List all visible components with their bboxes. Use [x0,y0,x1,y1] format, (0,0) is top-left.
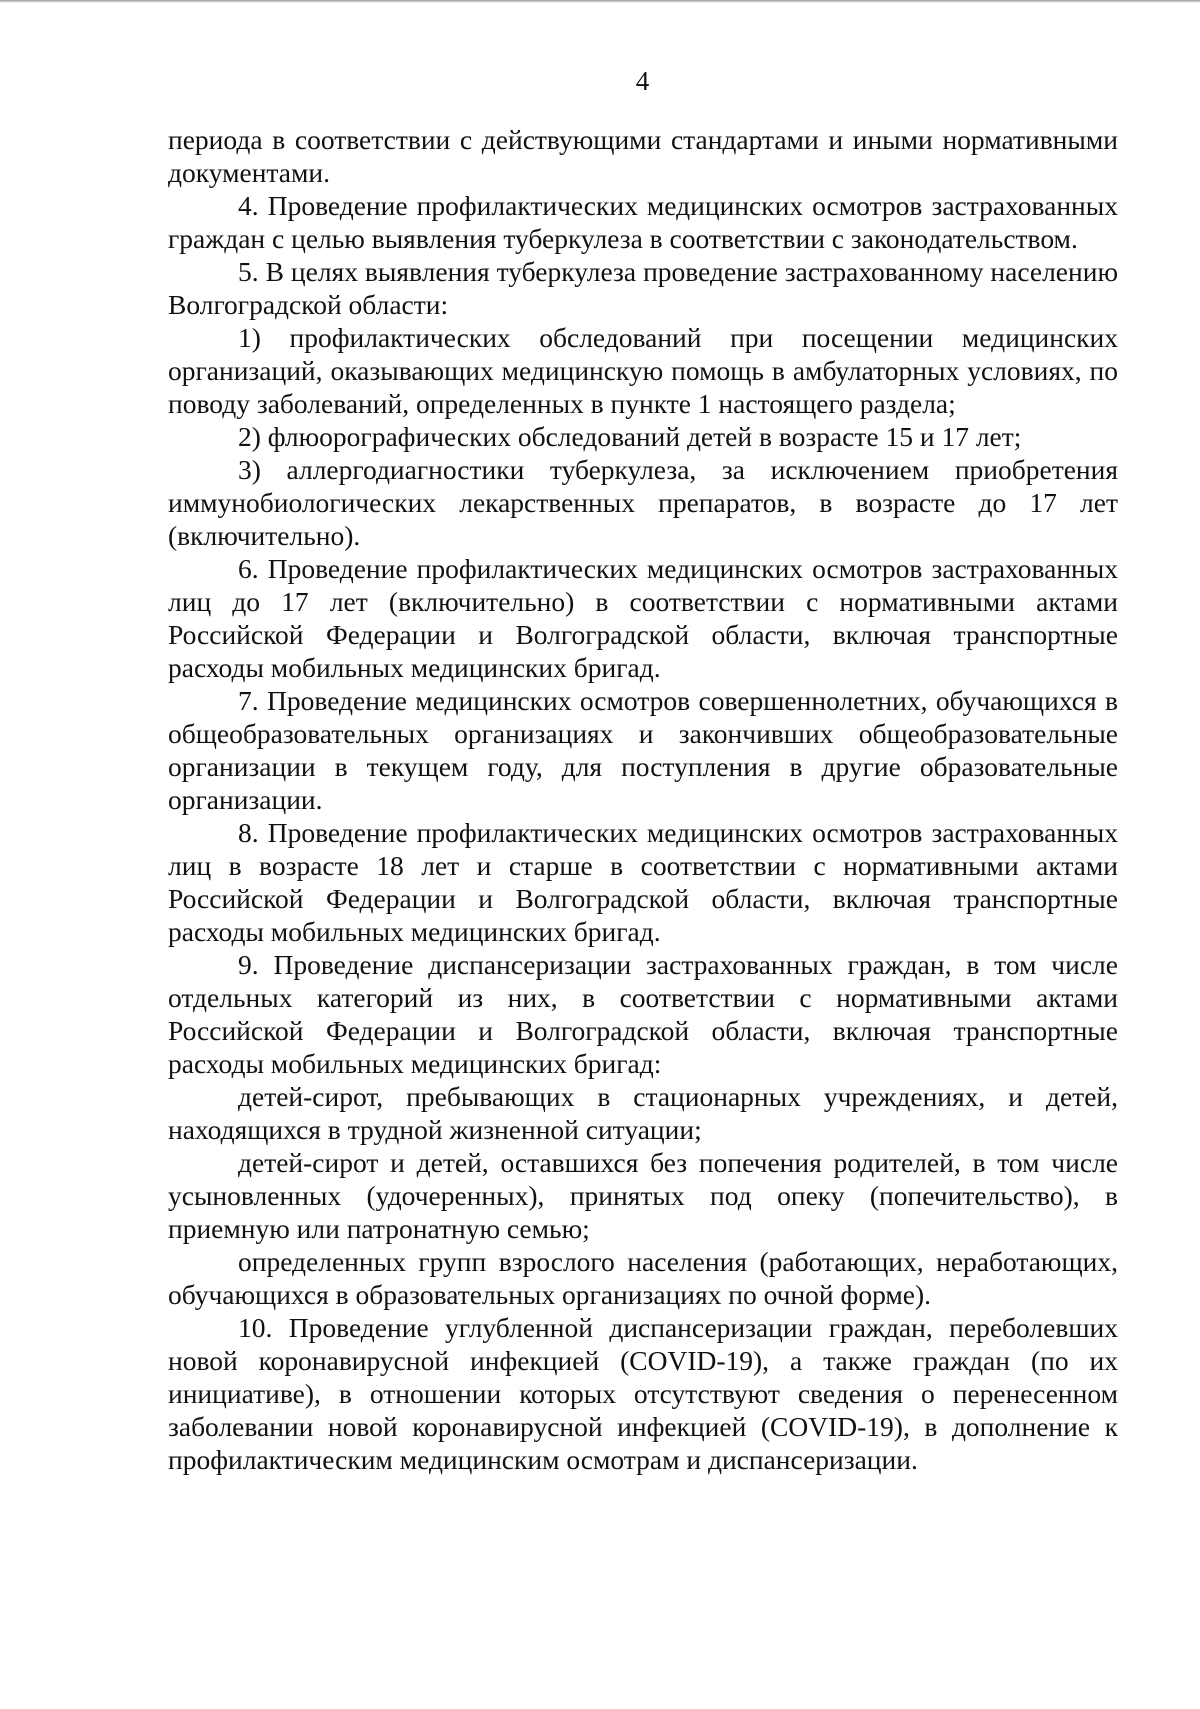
paragraph: 7. Проведение медицинских осмотров совершеннолетних, обучающихся в общеобразовательных организациях и закончивших общеобразовательные организации в текущем году, для поступления в другие образовательные организации. [168,685,1118,815]
paragraph: 2) флюорографических обследований детей в возрасте 15 и 17 лет; [238,421,1022,452]
paragraph: периода в соответствии с действующими стандартами и иными нормативными документами. [168,124,1118,188]
scan-top-edge [0,0,1200,3]
paragraph: определенных групп взрослого населения (работающих, неработающих, обучающихся в образовательных организациях по очной форме). [168,1246,1118,1310]
paragraph: 3) аллергодиагностики туберкулеза, за исключением приобретения иммунобиологических лекарственных препаратов, в возрасте до 17 лет (включительно). [168,454,1118,551]
page-number: 4 [635,66,650,96]
body-text [168,123,1118,1476]
paragraph: 5. В целях выявления туберкулеза проведение застрахованному населению Волгоградской области: [168,256,1118,320]
paragraph: 10. Проведение углубленной диспансеризации граждан, переболевших новой коронавирусной инфекцией (COVID-19), а также граждан (по их инициативе), в отношении которых отсутствуют сведения о перенесенном заболевании новой коронавирусной инфекцией (COVID-19), в дополнение к профилактическим медицинским осмотрам и диспансеризации. [168,1312,1118,1475]
paragraph: детей-сирот и детей, оставшихся без попечения родителей, в том числе усыновленных (удочеренных), принятых под опеку (попечительство), в приемную или патронатную семью; [168,1147,1118,1244]
paragraph: 4. Проведение профилактических медицинских осмотров застрахованных граждан с целью выявления туберкулеза в соответствии с законодательством. [168,190,1118,254]
paragraph: 6. Проведение профилактических медицинских осмотров застрахованных лиц до 17 лет (включительно) в соответствии с нормативными актами Российской Федерации и Волгоградской области, включая транспортные расходы мобильных медицинских бригад. [168,553,1118,683]
paragraph: 1) профилактических обследований при посещении медицинских организаций, оказывающих медицинскую помощь в амбулаторных условиях, по поводу заболеваний, определенных в пункте 1 настоящего раздела; [168,322,1118,419]
paragraph: детей-сирот, пребывающих в стационарных учреждениях, и детей, находящихся в трудной жизненной ситуации; [168,1081,1118,1145]
paragraph: 9. Проведение диспансеризации застрахованных граждан, в том числе отдельных категорий из них, в соответствии с нормативными актами Российской Федерации и Волгоградской области, включая транспортные расходы мобильных медицинских бригад: [168,949,1118,1079]
paragraph: 8. Проведение профилактических медицинских осмотров застрахованных лиц в возрасте 18 лет и старше в соответствии с нормативными актами Российской Федерации и Волгоградской области, включая транспортные расходы мобильных медицинских бригад. [168,817,1118,947]
